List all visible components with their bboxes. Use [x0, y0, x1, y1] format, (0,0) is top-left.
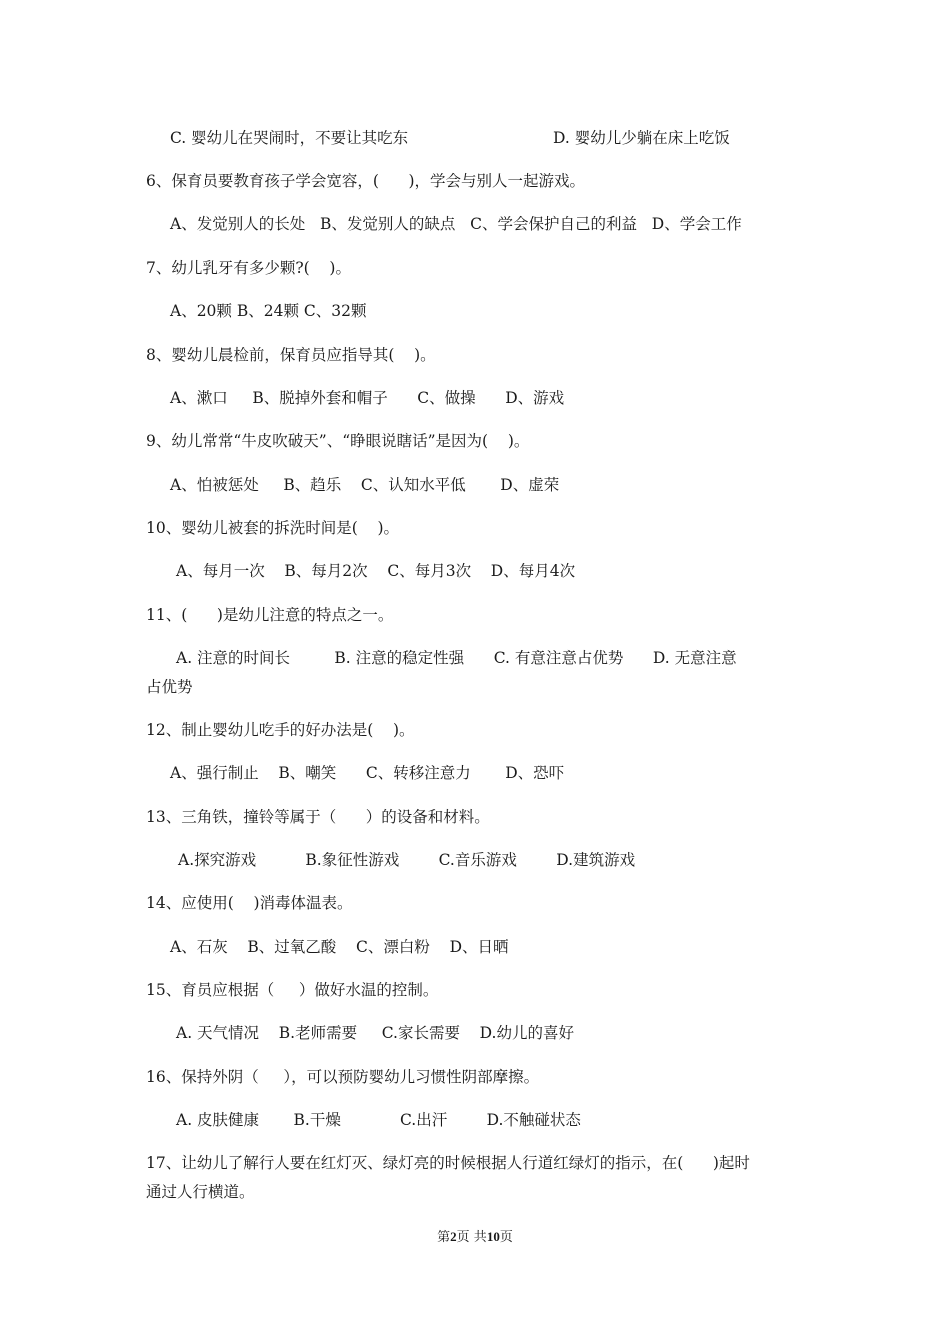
question-12: 12、制止婴幼儿吃手的好办法是( )。	[146, 721, 415, 739]
question-8: 8、婴幼儿晨检前，保育员应指导其( )。	[146, 346, 436, 364]
options-10: A、每月一次 B、每月2次 C、每月3次 D、每月4次	[176, 562, 576, 580]
question-17: 17、让幼儿了解行人要在红灯灭、绿灯亮的时候根据人行道红绿灯的指示，在( )起时	[146, 1154, 750, 1172]
options-13: A.探究游戏 B.象征性游戏 C.音乐游戏 D.建筑游戏	[178, 851, 636, 869]
options-6: A、发觉别人的长处 B、发觉别人的缺点 C、学会保护自己的利益 D、学会工作	[170, 215, 742, 233]
footer-mid: 页 共	[456, 1230, 487, 1245]
footer-prefix: 第	[437, 1230, 451, 1245]
options-9: A、怕被惩处 B、趋乐 C、认知水平低 D、虚荣	[170, 476, 560, 494]
options-14: A、石灰 B、过氧乙酸 C、漂白粉 D、日晒	[170, 938, 509, 956]
options-16: A. 皮肤健康 B.干燥 C.出汗 D.不触碰状态	[176, 1111, 581, 1129]
options-11: A. 注意的时间长 B. 注意的稳定性强 C. 有意注意占优势 D. 无意注意	[176, 649, 737, 667]
question-15: 15、育员应根据（ ）做好水温的控制。	[146, 981, 439, 999]
footer-suffix: 页	[499, 1230, 513, 1245]
question-7: 7、幼儿乳牙有多少颗?( )。	[146, 259, 351, 277]
options-12: A、强行制止 B、嘲笑 C、转移注意力 D、恐吓	[170, 764, 565, 782]
options-15: A. 天气情况 B.老师需要 C.家长需要 D.幼儿的喜好	[176, 1024, 574, 1042]
question-11: 11、( )是幼儿注意的特点之一。	[146, 606, 394, 624]
question-14: 14、应使用( )消毒体温表。	[146, 894, 353, 912]
options-8: A、漱口 B、脱掉外套和帽子 C、做操 D、游戏	[170, 389, 565, 407]
question-17-continued: 通过人行横道。	[146, 1183, 255, 1201]
options-11-continued: 占优势	[146, 678, 193, 696]
option-line: C. 婴幼儿在哭闹时，不要让其吃东	[170, 129, 409, 147]
options-7: A、20颗 B、24颗 C、32颗	[170, 302, 367, 320]
question-6: 6、保育员要教育孩子学会宽容，( )，学会与别人一起游戏。	[146, 172, 586, 190]
page-footer	[0, 1228, 950, 1247]
question-13: 13、三角铁，撞铃等属于（ ）的设备和材料。	[146, 808, 490, 826]
option-line: D. 婴幼儿少躺在床上吃饭	[553, 129, 730, 147]
current-page-number: 2	[450, 1229, 457, 1244]
total-page-number: 10	[486, 1229, 500, 1244]
question-10: 10、婴幼儿被套的拆洗时间是( )。	[146, 519, 400, 537]
question-16: 16、保持外阴（ ），可以预防婴幼儿习惯性阴部摩擦。	[146, 1068, 540, 1086]
question-9: 9、幼儿常常“牛皮吹破天”、“睁眼说瞎话”是因为( )。	[146, 432, 530, 450]
